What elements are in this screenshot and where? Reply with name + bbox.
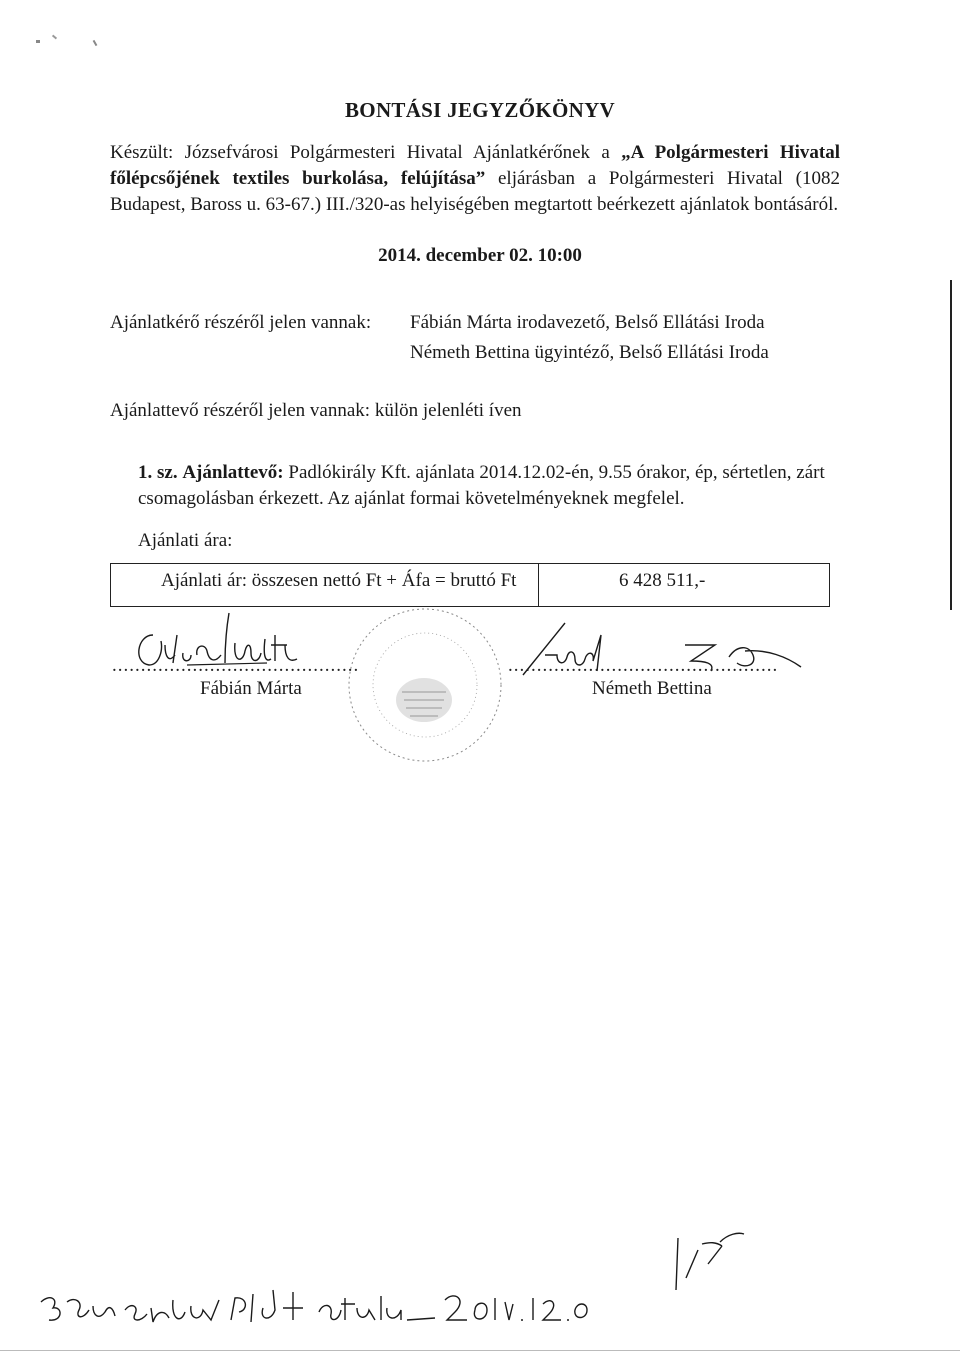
scan-mark xyxy=(93,40,98,46)
scan-bottom-line xyxy=(0,1350,960,1351)
offer-text: Padlókirály Kft. ajánlata 2014.12.02-én, 9.55 órakor, ép, sértetlen, zárt csomagolásban érkezett. Az ajánlat formai követelményeknek megfelel. xyxy=(138,462,825,509)
present-person-1: Fábián Márta irodavezető, Belső Ellátási Iroda xyxy=(410,312,765,333)
signature-line-2: ............................................... xyxy=(508,655,779,676)
bidder-present-label: Ajánlattevő részéről jelen vannak: külön jelenléti íven xyxy=(110,400,522,421)
scan-edge-line xyxy=(950,280,952,610)
handwritten-receipt-note xyxy=(35,1280,595,1335)
intro-suffix: eljárásban a Polgármesteri Hivatal (1082 Budapest, Baross u. 63-67.) III./320-as helyiségében megtartott beérkezett ajánlatok bontásáról. xyxy=(110,168,840,215)
present-person-2: Németh Bettina ügyintéző, Belső Ellátási Iroda xyxy=(410,342,769,363)
page-title: BONTÁSI JEGYZŐKÖNYV xyxy=(345,98,615,122)
price-heading: Ajánlati ára: xyxy=(138,530,233,551)
offer-paragraph xyxy=(138,460,838,512)
intro-paragraph xyxy=(110,140,840,218)
intro-prefix: Készült: Józsefvárosi Polgármesteri Hivatal Ajánlatkérőnek a xyxy=(110,142,622,163)
signatory-name-2: Németh Bettina xyxy=(592,678,712,699)
official-stamp xyxy=(340,600,510,770)
handwritten-page-mark xyxy=(670,1228,750,1298)
price-label-cell: Ajánlati ár: összesen nettó Ft + Áfa = bruttó Ft xyxy=(111,564,539,606)
offer-bidder-label: Ajánlattevő: xyxy=(182,462,284,483)
signature-line-1: ........................................... xyxy=(112,655,360,676)
offer-number: 1. sz. xyxy=(138,462,178,483)
intro-project: „A Polgármesteri Hivatal főlépcsőjének textiles burkolása, felújítása” xyxy=(110,142,840,189)
scan-mark xyxy=(36,40,40,43)
signatory-name-1: Fábián Márta xyxy=(200,678,302,699)
meeting-date: 2014. december 02. 10:00 xyxy=(378,245,582,266)
requester-label: Ajánlatkérő részéről jelen vannak: xyxy=(110,312,372,333)
scan-mark xyxy=(52,35,57,40)
price-value-cell: 6 428 511,- xyxy=(619,570,706,591)
